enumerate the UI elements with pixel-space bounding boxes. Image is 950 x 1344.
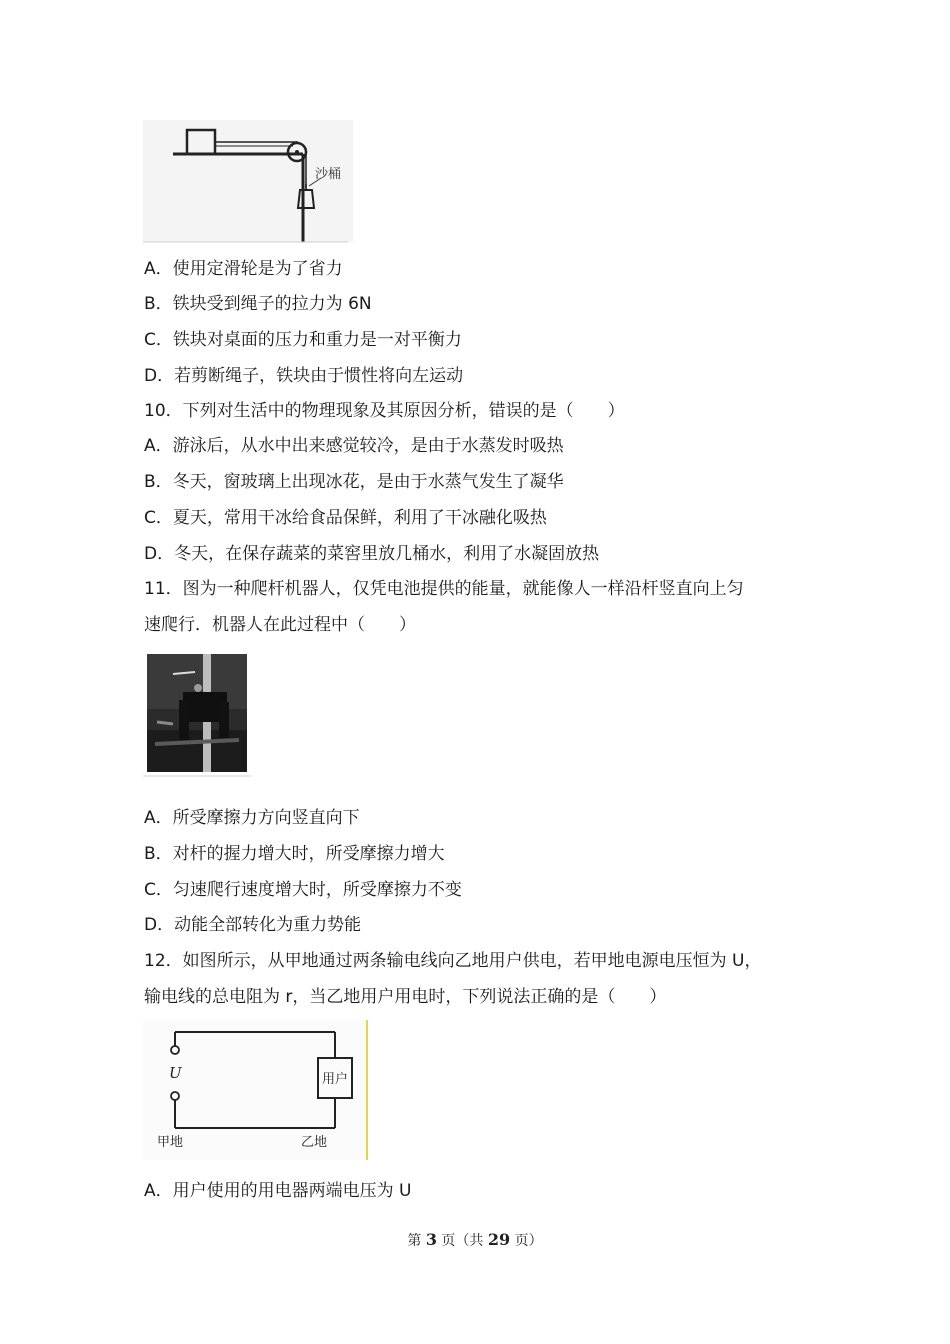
- pulley-figure: [143, 120, 353, 245]
- q10-stem: 10．下列对生活中的物理现象及其原因分析，错误的是（ ）: [144, 401, 625, 421]
- q9-option-a: A．使用定滑轮是为了省力: [144, 259, 343, 279]
- footer-page-number: 3: [425, 1230, 437, 1249]
- q11-stem-line1: 11．图为一种爬杆机器人，仅凭电池提供的能量，就能像人一样沿杆竖直向上匀: [144, 579, 744, 599]
- source-voltage-label: U: [169, 1064, 182, 1082]
- footer-prefix: 第: [407, 1233, 426, 1249]
- footer-suffix: 页）: [510, 1233, 543, 1249]
- q12-stem-line1: 12．如图所示，从甲地通过两条输电线向乙地用户供电，若甲地电源电压恒为 U，: [144, 951, 762, 971]
- q11-option-d: D．动能全部转化为重力势能: [144, 915, 362, 935]
- footer-total-pages: 29: [487, 1230, 511, 1249]
- footer-middle: 页（共: [436, 1233, 488, 1249]
- q10-option-d: D．冬天，在保存蔬菜的菜窖里放几桶水，利用了水凝固放热: [144, 544, 600, 564]
- q12-option-a: A．用户使用的用电器两端电压为 U: [144, 1181, 412, 1201]
- q11-stem-line2: 速爬行．机器人在此过程中（ ）: [144, 615, 416, 635]
- page-footer: [0, 1230, 950, 1250]
- place-b-label: 乙地: [301, 1135, 328, 1150]
- sand-bucket-label: 沙桶: [315, 167, 342, 182]
- q12-stem-line2: 输电线的总电阻为 r，当乙地用户用电时，下列说法正确的是（ ）: [144, 987, 667, 1007]
- q10-option-b: B．冬天，窗玻璃上出现冰花，是由于水蒸气发生了凝华: [144, 472, 564, 492]
- q9-option-d: D．若剪断绳子，铁块由于惯性将向左运动: [144, 366, 464, 386]
- q11-option-b: B．对杆的握力增大时，所受摩擦力增大: [144, 844, 445, 864]
- place-a-label: 甲地: [157, 1135, 184, 1150]
- q11-option-a: A．所受摩擦力方向竖直向下: [144, 808, 360, 828]
- q9-option-b: B．铁块受到绳子的拉力为 6N: [144, 294, 372, 314]
- q11-option-c: C．匀速爬行速度增大时，所受摩擦力不变: [144, 880, 462, 900]
- q10-option-c: C．夏天，常用干冰给食品保鲜，利用了干冰融化吸热: [144, 508, 547, 528]
- climbing-robot-photo: [143, 652, 251, 778]
- power-line-circuit-figure: [143, 1020, 373, 1160]
- q9-option-c: C．铁块对桌面的压力和重力是一对平衡力: [144, 330, 462, 350]
- user-load-label: 用户: [322, 1072, 349, 1087]
- q10-option-a: A．游泳后，从水中出来感觉较冷，是由于水蒸发时吸热: [144, 436, 564, 456]
